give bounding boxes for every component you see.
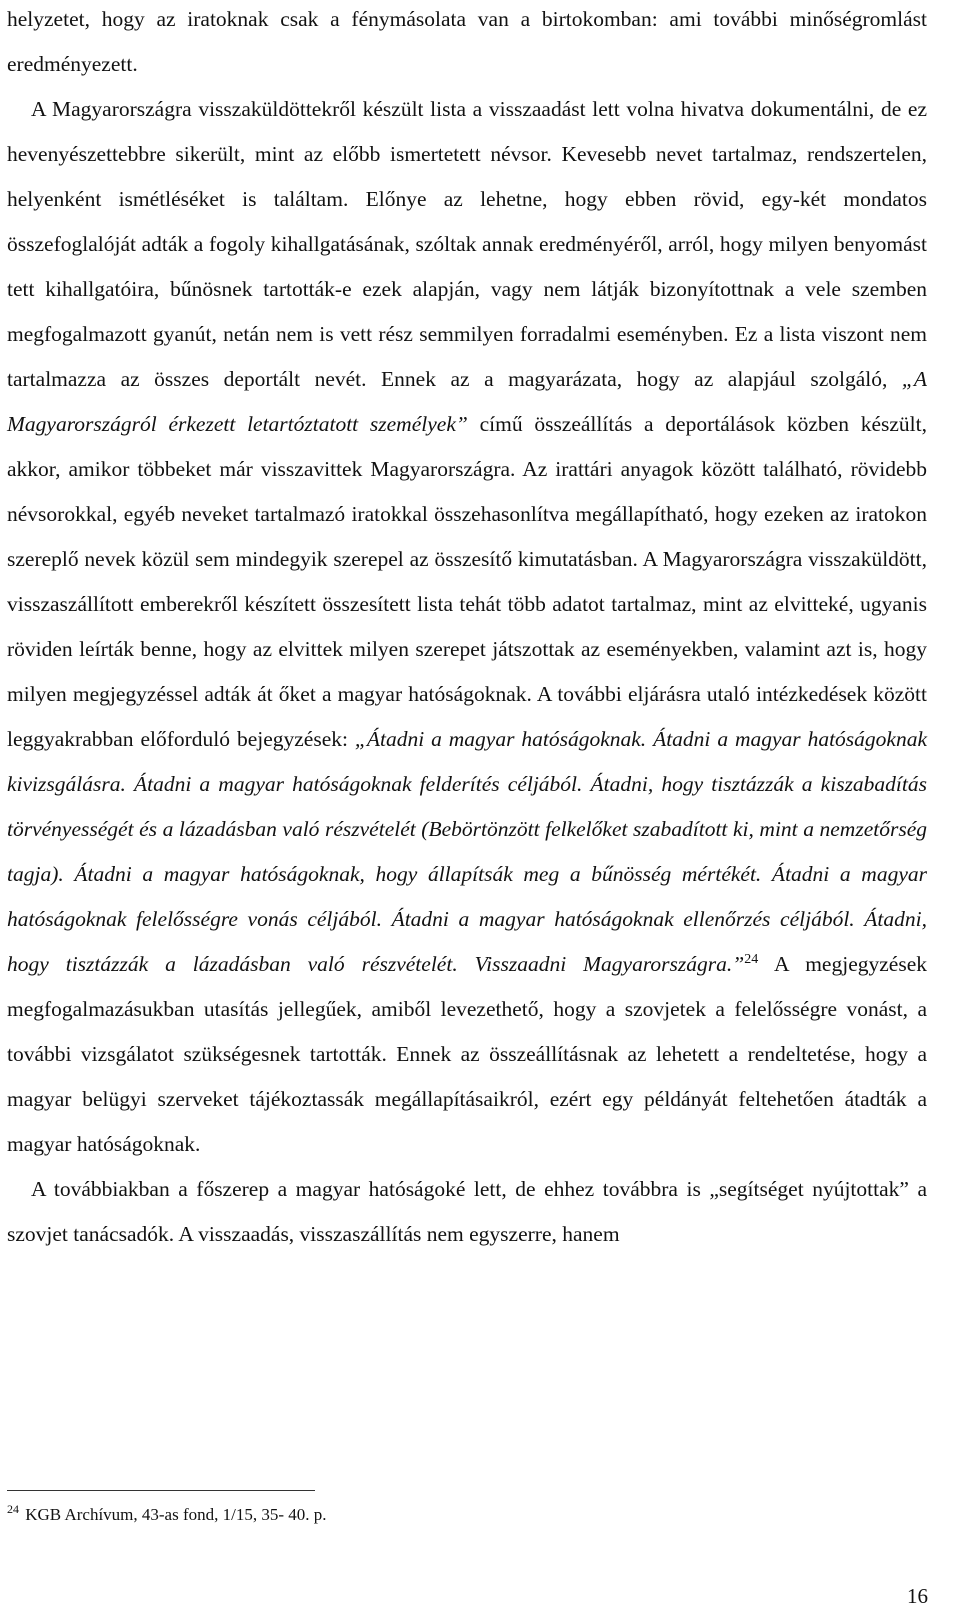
footnote-reference[interactable]: 24 [744,952,759,967]
paragraph-lists [7,87,927,1167]
text-segment: helyzetet, hogy az iratoknak csak a fénymásolata van a birtokomban: ami további minőségromlást eredményezett. [7,7,927,76]
footnote [7,1504,907,1526]
footnote-marker: 24 [7,1502,19,1516]
footnote-text: KGB Archívum, 43-as fond, 1/15, 35- 40. p. [25,1505,327,1524]
paragraph-next [7,1167,927,1257]
paragraph-continuation [7,0,927,87]
italic-remarks-quote: „Átadni a magyar hatóságoknak. Átadni a magyar hatóságoknak kivizsgálásra. Átadni a magyar hatóságoknak felderítés céljából. Átadni, hogy tisztázzák a kiszabadítás törvényességét és a lázadásban való részvételét (Bebörtönzött felkelőket szabadított ki, mint a nemzetőrség tagja). Átadni a magyar hatóságoknak, hogy állapítsák meg a bűnösség mértékét. Átadni a magyar hatóságoknak felelősségre vonás céljából. Átadni a magyar hatóságoknak ellenőrzés céljából. Átadni, hogy tisztázzák a lázadásban való részvételét. Visszaadni Magyarországra.” [7,727,928,976]
footnote-divider [7,1490,315,1491]
text-segment: A megjegyzések megfogalmazásukban utasítás jellegűek, amiből levezethető, hogy a szovjetek a felelősségre vonást, a további vizsgálatot szükségesnek tartották. Ennek az összeállításnak az lehetett a rendeltetése, hogy a magyar belügyi szerveket tájékoztassák megállapításaikról, ezért egy példányát feltehetően átadták a magyar hatóságoknak. [7,952,927,1156]
page-number: 16 [907,1584,928,1608]
text-segment: A Magyarországra visszaküldöttekről készült lista a visszaadást lett volna hivatva dokumentálni, de ez hevenyészettebbre sikerült, mint az előbb ismertetett névsor. Kevesebb nevet tartalmaz, rendszertelen, helyenként ismétléséket is találtam. Előnye az lehetne, hogy ebben rövid, egy-két mondatos összefoglalóját adták a fogoly kihallgatásának, szóltak annak eredményéről, arról, hogy milyen benyomást tett kihallgatóira, bűnösnek tartották-e ezek alapján, vagy nem látják bizonyítottnak a vele szemben megfogalmazott gyanút, netán nem is vett rész semmilyen forradalmi eseményben. Ez a lista viszont nem tartalmazza az összes deportált nevét. Ennek az a magyarázata, hogy az alapjául szolgáló, [7,97,927,391]
text-segment: A továbbiakban a főszerep a magyar hatóságoké lett, de ehhez továbbra is „segítséget nyújtottak” a szovjet tanácsadók. A visszaadás, visszaszállítás nem egyszerre, hanem [7,1177,927,1246]
text-segment: című összeállítás a deportálások közben készült, akkor, amikor többeket már visszavittek Magyarországra. Az irattári anyagok között található, rövidebb névsorokkal, egyéb neveket tartalmazó iratokkal összehasonlítva megállapítható, hogy ezeken az iratokon szereplő nevek közül sem mindegyik szerepel az összesítő kimutatásban. A Magyarországra visszaküldött, visszaszállított emberekről készített összesített lista tehát több adatot tartalmaz, mint az elvitteké, ugyanis röviden leírták benne, hogy az elvittek milyen szerepet játszottak az eseményekben, valamint azt is, hogy milyen megjegyzéssel adták át őket a magyar hatóságoknak. A további eljárásra utaló intézkedések között leggyakrabban előforduló bejegyzések: [7,412,927,751]
italic-title-quote: „A Magyarországról érkezett letartóztatott személyek” [7,367,927,436]
body-text [7,0,927,1257]
